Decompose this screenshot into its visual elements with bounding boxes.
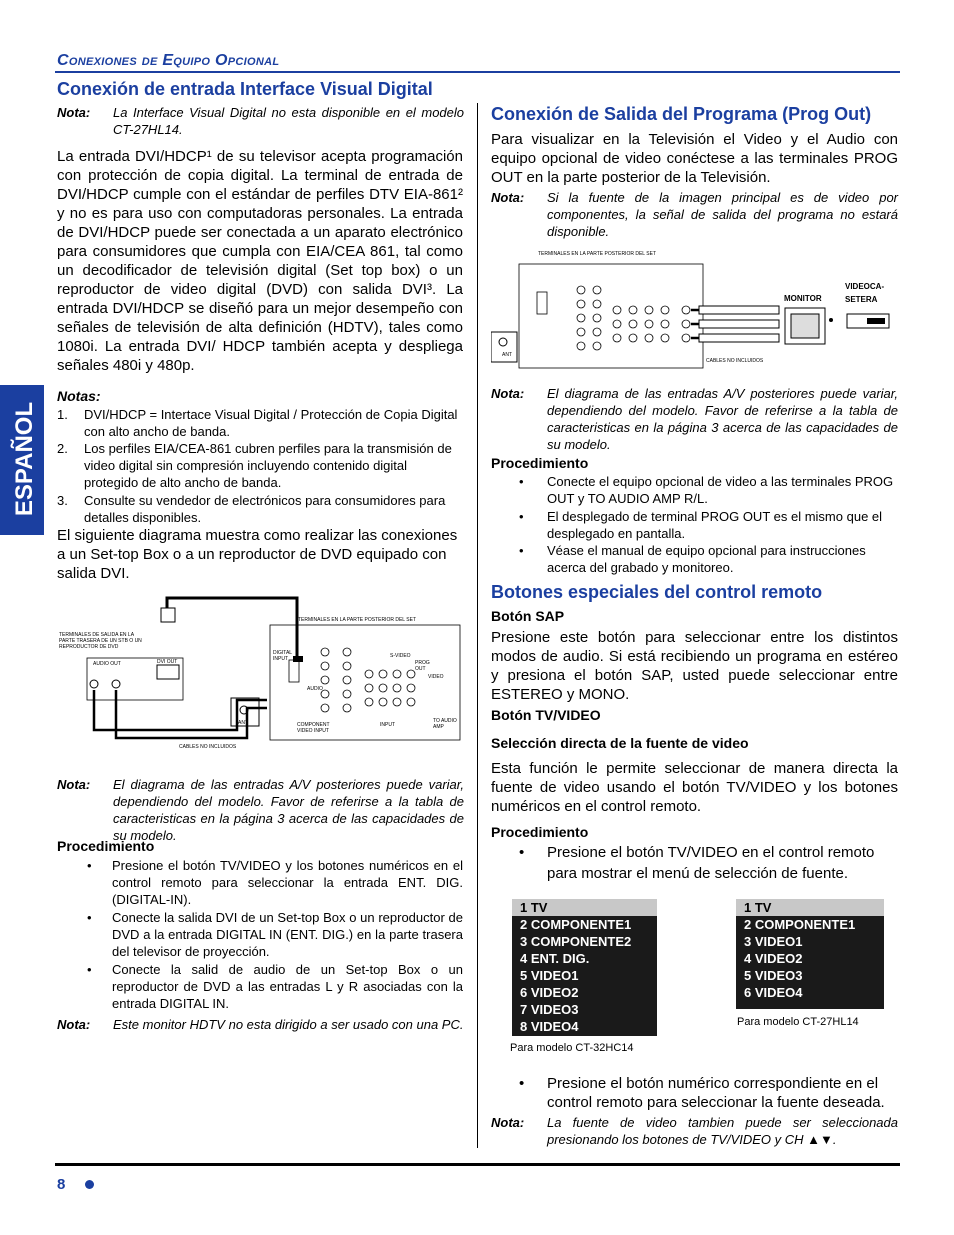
note-text: La Interface Visual Digital no esta disponible en el modelo CT-27HL14. [113,105,464,137]
list-item: • Véase el manual de equipo opcional para instrucciones acerca del grabado y monitoreo. [519,543,866,575]
dvi-description: La entrada DVI/HDCP¹ de su televisor acepta programación con protección de copia digital. La terminal de entrada de DVI/HDCP cumple con el estándar de perfiles DTV EIA-861² y no es para uso con computadoras personales. La entrada de DVI/HDCP puede ser conectada a un aparato electrónico para consumidores que cumpla con EIA/CEA 861, tal como un decodificador de televisión digital (Set top box) o un reproductor de video digital (DVD) con salida DVI³. La entrada DVI/HDCP se diseñó para un mejor desempeño con señales de televisión de alta definición (HDTV), tales como 1080i. La entrada DVI/ HDCP también acepta y despliega señales 480i y 480p. [57,148,463,374]
procedure-list [57,857,463,1013]
menu-item: 8 VIDEO4 [520,1019,579,1034]
language-tab-label: ESPAÑOL [11,401,38,517]
rear-panel-label: TERMINALES EN LA PARTE POSTERIOR DEL SET [538,251,656,257]
list-item: • Conecte el equipo opcional de video a las terminales PROG OUT y TO AUDIO AMP R/L. [519,474,894,506]
component-label: COMPONENT VIDEO INPUT [297,722,330,734]
menu-item: 4 VIDEO2 [744,951,803,966]
note-text: El diagrama de las entradas A/V posteriores puede variar, dependiendo del modelo. Favor de referirse a la tabla de caracteristicas en la página 3 acerca de las capacidades de su modelo. [113,777,464,843]
cables-label: CABLES NO INCLUIDOS [179,744,237,750]
remote-buttons-heading: Botones especiales del control remoto [491,582,823,602]
menu-item: 2 COMPONENTE1 [744,917,856,932]
menu-item: 7 VIDEO3 [520,1002,579,1017]
header-rule [55,71,900,73]
prog-out-diagram [491,248,898,373]
prog-out-heading: Conexión de Salida del Programa (Prog Out) [491,104,872,124]
notas-label: Notas: [57,388,101,404]
menu-item: 2 COMPONENTE1 [520,917,632,932]
dvi-heading: Conexión de entrada Interface Visual Digital [57,79,433,99]
to-audio-amp-label: TO AUDIO AMP [433,718,457,730]
dvi-note-3 [57,1016,464,1052]
list-item: • Conecte la salida DVI de un Set-top Box o un reproductor de DVD a la entrada DIGITAL IN (ENT. DIG.) en la parte trasera del televisor de proyección. [87,910,463,959]
tv-video-button-heading: Botón TV/VIDEO [491,707,601,723]
note-label: Nota: [491,386,525,401]
prog-out-note-1 [491,189,898,241]
note-label: Nota: [57,1017,91,1032]
procedimiento-heading-2: Procedimiento [491,824,589,840]
dvi-out-label: DVI OUT [157,659,178,665]
menu-item: 3 COMPONENTE2 [520,934,632,949]
direct-selection-heading: Selección directa de la fuente de video [491,735,749,751]
notas-list [57,406,463,526]
prog-out-label: PROG OUT [415,660,430,672]
audio-out-label: AUDIO OUT [93,661,121,667]
menu-item: 5 VIDEO3 [744,968,803,983]
audio-label: AUDIO [307,686,323,692]
dvi-connection-diagram [57,590,463,760]
video-label: VIDEO [428,674,444,680]
digital-input-label: DIGITAL INPUT [273,650,292,662]
note-text: Si la fuente de la imagen principal es de video por componentes, la señal de salida del programa no estará disponible. [547,190,898,239]
tv-video-note [491,1114,898,1150]
sap-button-heading: Botón SAP [491,608,565,624]
column-divider [477,103,478,1148]
list-item: • Presione el botón TV/VIDEO en el control remoto para mostrar el menú de selección de fuente. [519,844,875,882]
note-label: Nota: [491,190,525,205]
list-item: 1. DVI/HDCP = Intertace Visual Digital / Protección de Copia Digital con alto ancho de banda. [57,407,458,439]
source-menu-ct27hl14 [736,899,884,1009]
menu2-caption: Para modelo CT-27HL14 [737,1016,859,1028]
menu-item: 6 VIDEO4 [744,985,803,1000]
list-item: 3. Consulte su vendedor de electrónicos para consumidores para detalles disponibles. [57,493,446,525]
menu-item: 1 TV [512,899,657,916]
menu1-caption: Para modelo CT-32HC14 [510,1042,634,1054]
procedimiento-heading: Procedimiento [491,455,589,471]
input-label: INPUT [380,722,395,728]
footer-rule [55,1163,900,1166]
monitor-label: MONITOR [784,294,822,303]
note-label: Nota: [57,777,91,792]
rear-panel-label: TERMINALES EN LA PARTE POSTERIOR DEL SET [298,617,416,623]
note-text: La fuente de video tambien puede ser seleccionada presionando los botones de TV/VIDEO y CH ▲▼. [547,1115,898,1147]
prog-out-description: Para visualizar en la Televisión el Video y el Audio con equipo opcional de video conéctese a las terminales PROG OUT en la parte posterior de la Televisión. [491,131,898,186]
dvi-note-2 [57,776,464,844]
menu-item: 1 TV [736,899,884,916]
list-item: • Presione el botón numérico correspondiente en el control remoto para seleccionar la fuente deseada. [519,1075,885,1111]
note-text: Este monitor HDTV no esta dirigido a ser usado con una PC. [113,1017,464,1032]
menu-item: 3 VIDEO1 [744,934,803,949]
menu-item: 6 VIDEO2 [520,985,579,1000]
svideo-label: S-VIDEO [390,653,411,659]
note-text: El diagrama de las entradas A/V posteriores puede variar, dependiendo del modelo. Favor de referirse a la tabla de caracteristicas en la página 3 acerca de las capacidades de su modelo. [547,386,898,452]
dvi-note-1 [57,104,464,140]
sap-description: Presione este botón para seleccionar entre los distintos modos de audio. Si está recibiendo un programa en estéreo y presiona el botón SAP, usted puede seleccionar entre ESTEREO y MONO. [491,629,898,703]
procedure-list [491,473,898,576]
menu-item: 5 VIDEO1 [520,968,579,983]
page-number: 8 [57,1176,66,1193]
prog-out-note-2 [491,385,898,453]
list-item: • Presione el botón TV/VIDEO y los botones numéricos en el control remoto para seleccionar la entrada ENT. DIG. (DIGITAL-IN). [87,858,463,907]
ant-label: ANT [502,352,512,358]
stb-label: TERMINALES DE SALIDA EN LA PARTE TRASERA DE UN STB O UN REPRODUCTOR DE DVD [59,632,142,650]
list-item: • El desplegado de terminal PROG OUT es el mismo que el desplegado en pantalla. [519,509,883,541]
list-item: 2. Los perfiles EIA/CEA-861 cubren perfiles para la transmisión de video digital sin compresión incluyendo contenido digital protegido de alto ancho de banda. [57,441,452,490]
ant-label: ANT [238,720,248,726]
list-item: • Conecte la salid de audio de un Set-top Box o un reproductor de DVD a las entradas L y R asociadas con la entrada DIGITAL IN. [87,962,463,1011]
note-label: Nota: [491,1115,525,1130]
note-label: Nota: [57,105,91,120]
source-menu-ct32hc14 [512,899,657,1036]
menu-item: 4 ENT. DIG. [520,951,590,966]
vcr-label: VIDEOCA- SETERA [845,282,885,304]
procedimiento-heading: Procedimiento [57,838,155,854]
cables-label: CABLES NO INCLUIDOS [706,358,764,364]
direct-selection-description: Esta función le permite seleccionar de manera directa la fuente de video usando el botón TV/VIDEO y los botones numéricos en el control remoto. [491,760,898,815]
section-header: Conexiones de Equipo Opcional [57,52,280,69]
diagram-intro: El siguiente diagrama muestra como realizar las conexiones a un Set-top Box o a un reproductor de DVD equipado con salida DVI. [57,527,458,582]
page-dot-icon [85,1180,94,1189]
